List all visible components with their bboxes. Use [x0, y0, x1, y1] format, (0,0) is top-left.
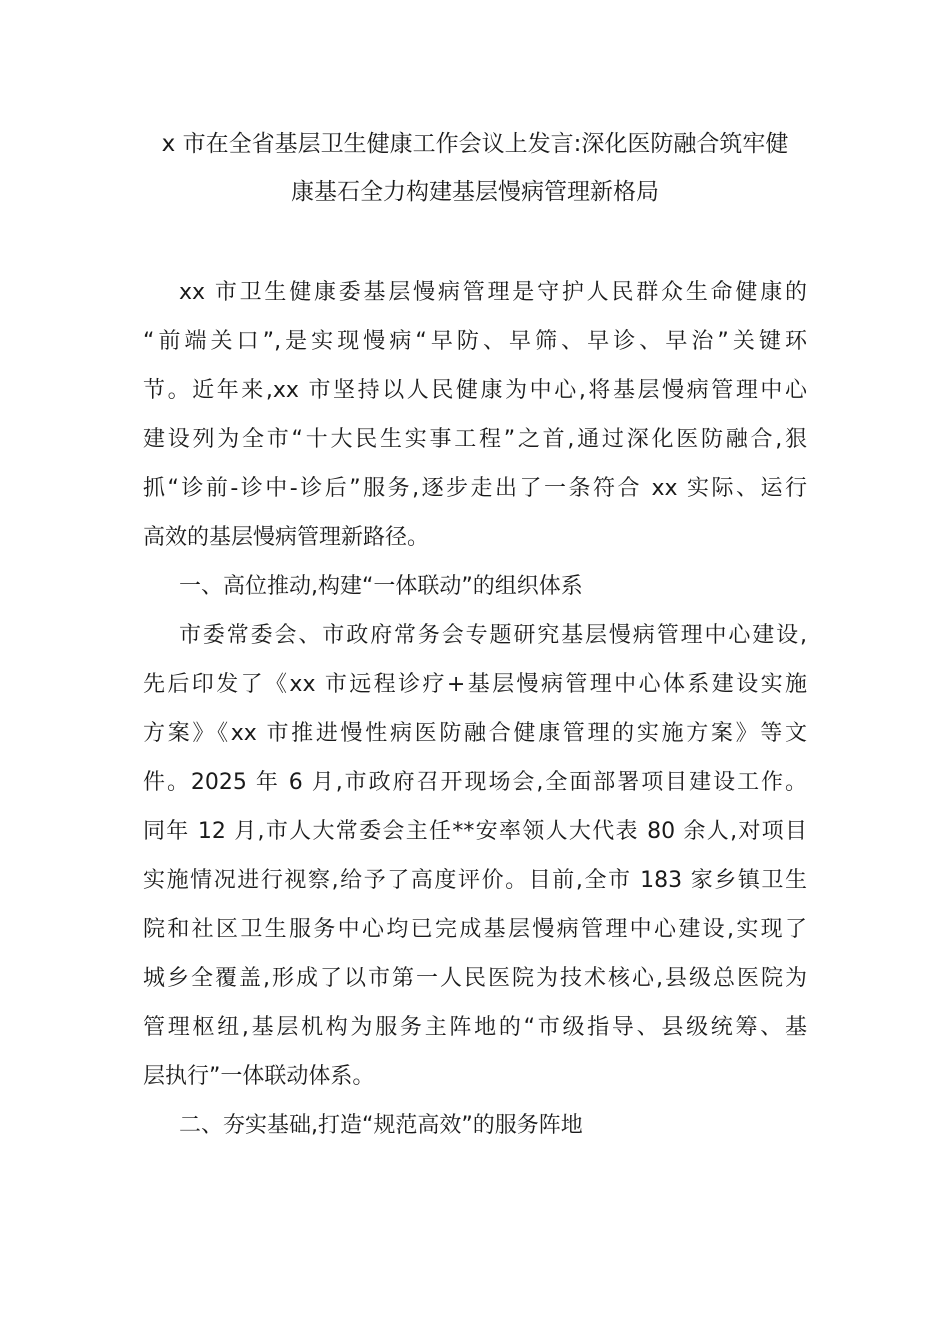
document-title: [140, 120, 810, 216]
text-line: 层执行”一体联动体系。: [143, 1064, 375, 1089]
text-line: 抓“诊前-诊中-诊后”服务,逐步走出了一条符合 xx 实际、运行: [143, 476, 807, 501]
document-body: [143, 268, 807, 1150]
heading-text: 二、夯实基础,打造“规范高效”的服务阵地: [179, 1113, 583, 1138]
section-heading-1: [143, 562, 807, 611]
text-line: 管理枢纽,基层机构为服务主阵地的“市级指导、县级统筹、基: [143, 1015, 807, 1040]
paragraph-intro: [143, 268, 807, 562]
text-line: xx 市卫生健康委基层慢病管理是守护人民群众生命健康的: [179, 280, 807, 305]
text-line: 院和社区卫生服务中心均已完成基层慢病管理中心建设,实现了: [143, 917, 807, 942]
text-line: 同年 12 月,市人大常委会主任**安率领人大代表 80 余人,对项目: [143, 819, 807, 844]
heading-text: 一、高位推动,构建“一体联动”的组织体系: [179, 574, 583, 599]
text-line: 先后印发了《xx 市远程诊疗+基层慢病管理中心体系建设实施: [143, 672, 807, 697]
paragraph-section-1: [143, 611, 807, 1101]
text-line: 城乡全覆盖,形成了以市第一人民医院为技术核心,县级总医院为: [143, 966, 807, 991]
text-line: 建设列为全市“十大民生实事工程”之首,通过深化医防融合,狠: [143, 427, 807, 452]
text-line: “前端关口”,是实现慢病“早防、早筛、早诊、早治”关键环: [143, 329, 807, 354]
text-line: 件。2025 年 6 月,市政府召开现场会,全面部署项目建设工作。: [143, 770, 807, 795]
section-heading-2: [143, 1101, 807, 1150]
text-line: 节。近年来,xx 市坚持以人民健康为中心,将基层慢病管理中心: [143, 378, 807, 403]
text-line: 市委常委会、市政府常务会专题研究基层慢病管理中心建设,: [179, 623, 807, 648]
text-line: 实施情况进行视察,给予了高度评价。目前,全市 183 家乡镇卫生: [143, 868, 807, 893]
title-line-2: 康基石全力构建基层慢病管理新格局: [291, 179, 659, 205]
title-line-1: x 市在全省基层卫生健康工作会议上发言:深化医防融合筑牢健: [161, 131, 789, 157]
text-line: 高效的基层慢病管理新路径。: [143, 525, 430, 550]
text-line: 方案》《xx 市推进慢性病医防融合健康管理的实施方案》等文: [143, 721, 807, 746]
